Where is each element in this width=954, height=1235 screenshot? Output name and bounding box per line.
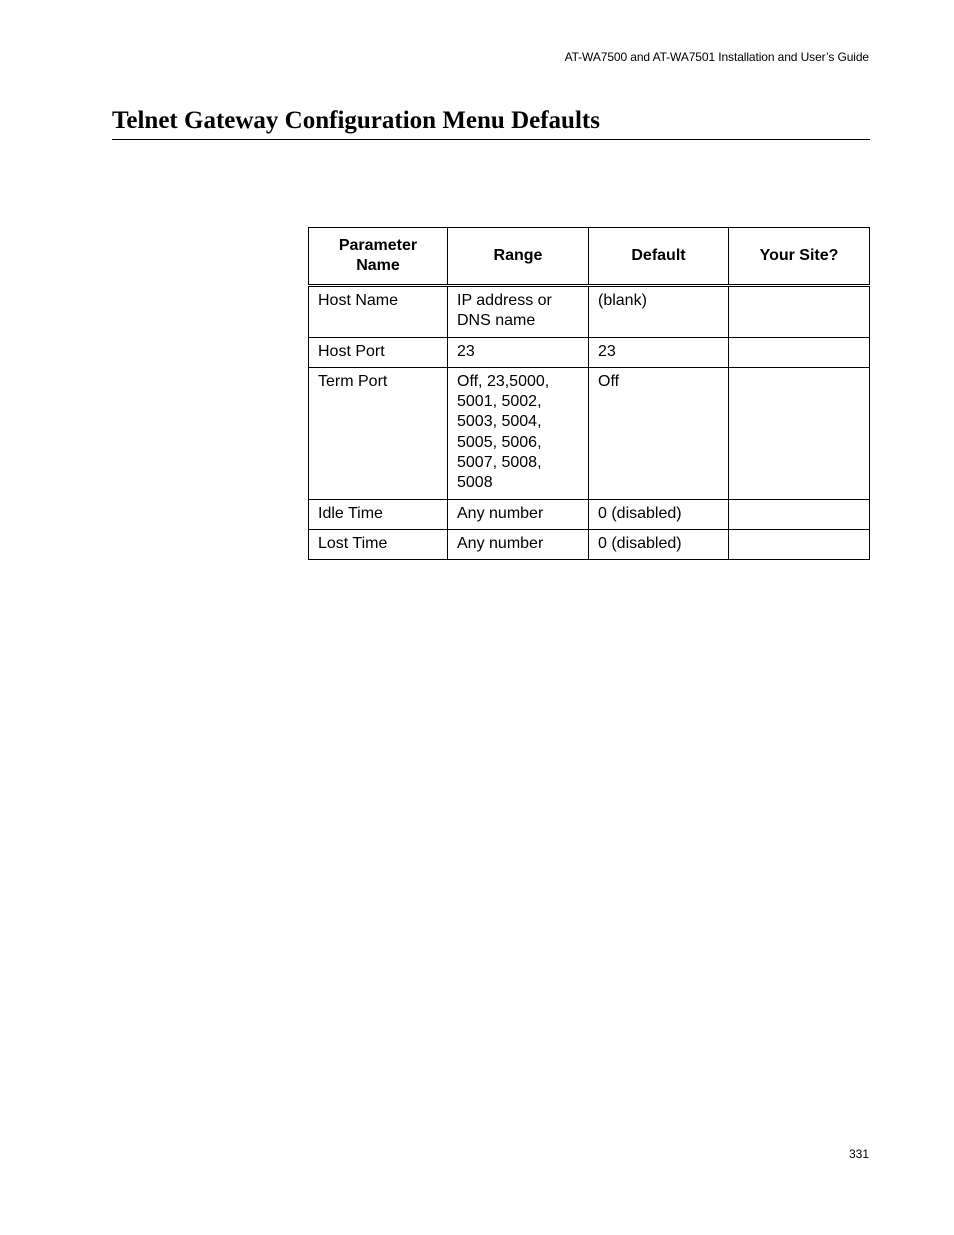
table-cell: 23 xyxy=(448,337,589,367)
column-header-your-site: Your Site? xyxy=(729,228,870,286)
table-cell: Off xyxy=(589,367,729,499)
table-cell: Any number xyxy=(448,529,589,559)
table-cell xyxy=(729,499,870,529)
table-cell: 0 (disabled) xyxy=(589,499,729,529)
table-cell xyxy=(729,367,870,499)
table-row xyxy=(309,529,870,559)
table-cell: (blank) xyxy=(589,286,729,338)
column-header-default: Default xyxy=(589,228,729,286)
table-cell: Term Port xyxy=(309,367,448,499)
table-row xyxy=(309,337,870,367)
defaults-table xyxy=(308,227,870,560)
column-header-parameter-name: Parameter Name xyxy=(309,228,448,286)
table-cell: Host Name xyxy=(309,286,448,338)
table-cell xyxy=(729,337,870,367)
table-cell: 0 (disabled) xyxy=(589,529,729,559)
running-header: AT-WA7500 and AT-WA7501 Installation and User’s Guide xyxy=(564,50,869,64)
table-cell xyxy=(729,529,870,559)
table-row xyxy=(309,286,870,338)
table-cell xyxy=(729,286,870,338)
table-cell: Host Port xyxy=(309,337,448,367)
column-header-range: Range xyxy=(448,228,589,286)
table-cell: IP address or DNS name xyxy=(448,286,589,338)
table-cell: Off, 23,5000, 5001, 5002, 5003, 5004, 5005, 5006, 5007, 5008, 5008 xyxy=(448,367,589,499)
table-cell: Lost Time xyxy=(309,529,448,559)
table-row xyxy=(309,499,870,529)
page-title: Telnet Gateway Configuration Menu Defaults xyxy=(112,106,870,140)
page-number: 331 xyxy=(848,1147,869,1161)
table-cell: 23 xyxy=(589,337,729,367)
table-cell: Any number xyxy=(448,499,589,529)
table-row xyxy=(309,367,870,499)
table-header-row xyxy=(309,228,870,286)
table-cell: Idle Time xyxy=(309,499,448,529)
